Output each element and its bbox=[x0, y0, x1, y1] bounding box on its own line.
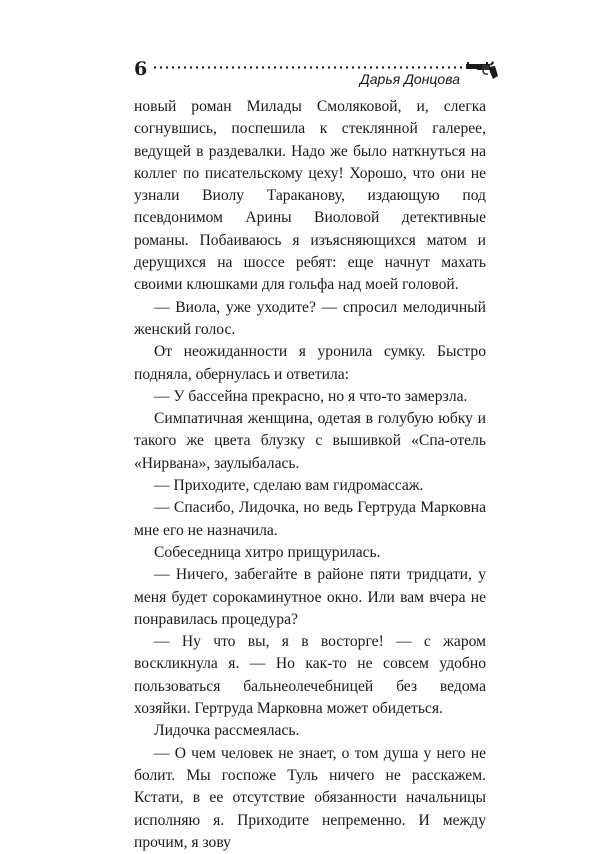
paragraph: — Ничего, забегайте в районе пяти тридцати, у меня будет сорокаминутное окно. Или вам вчера не понравилась процедура? bbox=[134, 566, 486, 628]
page-body-text bbox=[134, 96, 486, 854]
paragraph: Симпатичная женщина, одетая в голубую юбку и такого же цвета блузку с вышивкой «Спа-отель «Нирвана», заулыбалась. bbox=[134, 410, 486, 472]
paragraph: От неожиданности я уронила сумку. Быстро подняла, обернулась и ответила: bbox=[134, 343, 486, 383]
paragraph: Лидочка рассмеялась. bbox=[154, 722, 300, 740]
paragraph: Собеседница хитро прищурилась. bbox=[154, 543, 381, 561]
running-header bbox=[134, 56, 500, 86]
paragraph: — У бассейна прекрасно, но я что-то замерзла. bbox=[154, 387, 468, 405]
author-name: Дарья Донцова bbox=[359, 71, 460, 87]
paragraph: — Приходите, сделаю вам гидромассаж. bbox=[154, 477, 424, 495]
paragraph: — Ну что вы, я в восторге! — с жаром воскликнула я. — Но как-то не совсем удобно пользоваться бальнеолечебницей без ведома хозяйки. Гертруда Марковна может обидеться. bbox=[134, 633, 486, 718]
paragraph: — Виола, уже уходите? — спросил мелодичный женский голос. bbox=[134, 298, 486, 338]
dotted-leader bbox=[152, 66, 464, 69]
paragraph: — Спасибо, Лидочка, но ведь Гертруда Марковна мне его не назначила. bbox=[134, 499, 486, 539]
page-number: 6 bbox=[134, 58, 148, 80]
paragraph: — О чем человек не знает, о том душа у него не болит. Мы госпоже Туль ничего не расскажем. Кстати, в ее отсутствие обязанности начальницы исполняю я. Приходите непременно. И между прочим, я зову bbox=[134, 744, 486, 851]
paragraph: новый роман Милады Смоляковой, и, слегка согнувшись, поспешила к стеклянной галерее, ведущей в раздевалки. Надо же было наткнуться на коллег по писательскому цеху! Хорошо, что они не узнали Виолу Тараканову, издающую под псевдонимом Арины Виоловой детективные романы. Побаиваюсь я изъясняющихся матом и дерущихся на шоссе ребят: еще начнут махать своими клюшками для гольфа над моей головой. bbox=[134, 98, 486, 294]
revolver-icon bbox=[464, 58, 500, 80]
